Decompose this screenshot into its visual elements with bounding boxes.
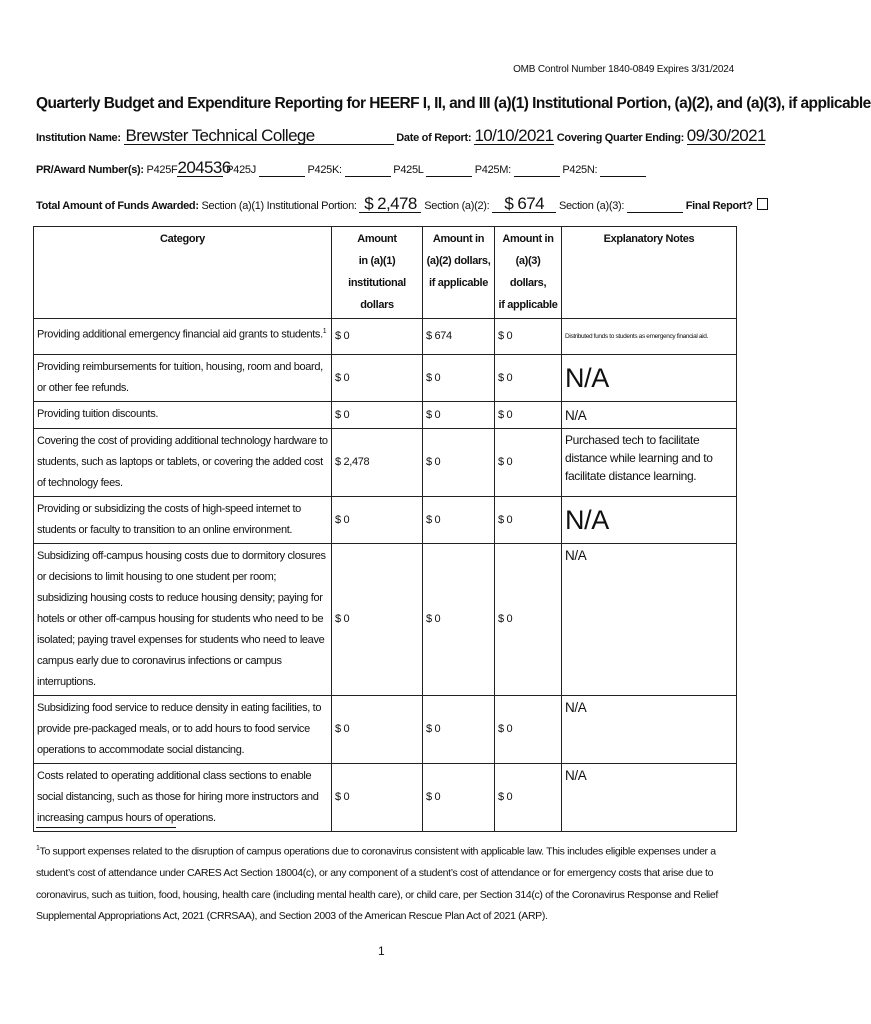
table-row [34,319,737,355]
row-a1-amount[interactable]: $ 0 [332,497,423,544]
row-category: Providing or subsidizing the costs of high-speed internet to students or faculty to transition to an online environment. [34,497,332,544]
covering-quarter-value: 09/30/2021 [686,126,766,145]
p425l-field[interactable] [426,164,472,177]
table-row [34,402,737,429]
footnote-number: 1 [36,845,40,852]
row-a1-amount[interactable]: $ 0 [332,402,423,429]
table-row [34,429,737,497]
p425f-label: P425F [146,164,178,176]
footnote [36,838,736,928]
p425j-label: P425J [226,164,256,176]
p425l-label: P425L [393,164,424,176]
p425m-label: P425M: [474,164,511,176]
row-a3-amount[interactable]: $ 0 [495,319,562,355]
row-a3-amount[interactable]: $ 0 [495,696,562,764]
institution-name-label: Institution Name: [36,132,121,144]
final-report-label: Final Report? [685,200,753,212]
row-a1-amount[interactable]: $ 0 [332,544,423,696]
p425k-label: P425K: [307,164,342,176]
header-a3-line-2: (a)(3) dollars, [509,255,547,289]
p425j-field[interactable] [259,164,305,177]
row-a3-amount[interactable]: $ 0 [495,497,562,544]
row-note[interactable]: N/A [562,497,737,544]
row-note[interactable]: N/A [562,402,737,429]
footnote-text: To support expenses related to the disruption of campus operations due to coronavirus consistent with applicable law. This includes eligible expenses under a student’s cost of attendance under CARES Act Section 18004(c), or any component of a student’s cost of attendance or for emergency costs that arise due to coronavirus, such as tuition, food, housing, health care (including mental health care), or child care, per Section 314(c) of the Coronavirus Response and Relief Supplemental Appropriations Act, 2021 (CRRSAA), and Section 2003 of the American Rescue Plan Act of 2021 (ARP). [36,845,718,922]
row-a2-amount[interactable]: $ 0 [423,429,495,497]
row-a3-amount[interactable]: $ 0 [495,402,562,429]
row-a1-amount[interactable]: $ 0 [332,355,423,402]
row-a1-amount[interactable]: $ 0 [332,319,423,355]
header-a3-line-1: Amount in [502,233,554,245]
a2-value: $ 674 [504,194,544,213]
row-note[interactable]: N/A [562,355,737,402]
funds-awarded-label: Total Amount of Funds Awarded: [36,200,199,212]
row-note[interactable]: N/A [562,696,737,764]
header-a1-line-3: institutional dollars [348,277,406,311]
p425m-field[interactable] [514,164,560,177]
a2-label: Section (a)(2): [424,200,490,212]
row-a2-amount[interactable]: $ 0 [423,696,495,764]
header-a2-line-2: (a)(2) dollars, [426,255,491,267]
row-category-text: Providing additional emergency financial aid grants to students. [37,328,323,341]
omb-control-number: OMB Control Number 1840-0849 Expires 3/31/2024 [513,64,734,75]
header-a3-line-3: if applicable [498,299,558,311]
footnote-marker: 1 [322,328,327,335]
row-category [34,319,332,355]
row-category: Providing reimbursements for tuition, housing, room and board, or other fee refunds. [34,355,332,402]
table-row [34,544,737,696]
table-row [34,497,737,544]
funds-line [36,194,768,213]
p425n-field[interactable] [600,164,646,177]
p425f-field[interactable] [177,158,231,177]
table-header-row [34,227,737,319]
row-category: Providing tuition discounts. [34,402,332,429]
footnote-divider [36,827,176,828]
row-category: Subsidizing off-campus housing costs due to dormitory closures or decisions to limit housing to one student per room; subsidizing housing costs to reduce housing density; paying for hotels or other off-campus housing for students who need to be isolated; paying travel expenses for students who need to leave campus early due to coronavirus infections or campus interruptions. [34,544,332,696]
date-of-report-field[interactable] [474,126,554,145]
header-a2 [423,227,495,319]
table-row [34,764,737,832]
table-row [34,696,737,764]
a2-field[interactable] [492,194,556,213]
header-category: Category [34,227,332,319]
date-of-report-label: Date of Report: [396,132,472,144]
covering-quarter-label: Covering Quarter Ending: [556,132,685,144]
header-notes: Explanatory Notes [562,227,737,319]
row-a2-amount[interactable]: $ 0 [423,497,495,544]
institution-name-value: Brewster Technical College [125,126,315,145]
header-a1-line-2: in (a)(1) [358,255,396,267]
header-a3 [495,227,562,319]
row-note[interactable]: Distributed funds to students as emergency financial aid. [562,319,737,355]
p425n-label: P425N: [562,164,598,176]
header-a2-line-1: Amount in [432,233,485,245]
institution-name-field[interactable] [124,126,394,145]
budget-table [33,226,737,832]
row-a1-amount[interactable]: $ 0 [332,764,423,832]
row-category: Covering the cost of providing additional technology hardware to students, such as laptops or tablets, or covering the added cost of technology fees. [34,429,332,497]
date-of-report-value: 10/10/2021 [474,126,554,145]
row-note[interactable]: N/A [562,544,737,696]
row-a1-amount[interactable]: $ 0 [332,696,423,764]
final-report-checkbox[interactable] [757,198,768,210]
p425f-value: 204536 [177,158,231,177]
row-a2-amount[interactable]: $ 0 [423,402,495,429]
row-note[interactable]: Purchased tech to facilitate distance while learning and to facilitate distance learning. [562,429,737,497]
row-a1-amount[interactable]: $ 2,478 [332,429,423,497]
row-a2-amount[interactable]: $ 0 [423,355,495,402]
row-category: Costs related to operating additional class sections to enable social distancing, such as those for hiring more instructors and increasing campus hours of operations. [34,764,332,832]
page-title: Quarterly Budget and Expenditure Reporting for HEERF I, II, and III (a)(1) Institutional Portion, (a)(2), and (a)(3), if applicable [36,95,871,112]
a1-portion-field[interactable] [359,194,421,213]
row-a2-amount[interactable]: $ 0 [423,764,495,832]
row-category: Subsidizing food service to reduce density in eating facilities, to provide pre-packaged meals, or to add hours to food service operations to accommodate social distancing. [34,696,332,764]
row-a2-amount[interactable]: $ 0 [423,544,495,696]
row-a3-amount[interactable]: $ 0 [495,429,562,497]
a3-field[interactable] [627,200,683,213]
row-a3-amount[interactable]: $ 0 [495,764,562,832]
page-number: 1 [378,944,385,958]
row-a3-amount[interactable]: $ 0 [495,355,562,402]
row-note[interactable]: N/A [562,764,737,832]
a1-portion-label: Section (a)(1) Institutional Portion: [201,200,357,212]
a1-portion-value: $ 2,478 [364,194,417,213]
row-a3-amount[interactable]: $ 0 [495,544,562,696]
header-a2-line-3: if applicable [428,277,489,289]
header-a1-line-1: Amount [357,233,397,245]
table-row [34,355,737,402]
p425k-field[interactable] [345,164,391,177]
award-line [36,158,646,177]
covering-quarter-field[interactable] [686,126,766,145]
header-a1 [332,227,423,319]
row-a2-amount[interactable]: $ 674 [423,319,495,355]
award-label: PR/Award Number(s): [36,164,144,176]
institution-line [36,126,766,145]
a3-label: Section (a)(3): [558,200,625,212]
